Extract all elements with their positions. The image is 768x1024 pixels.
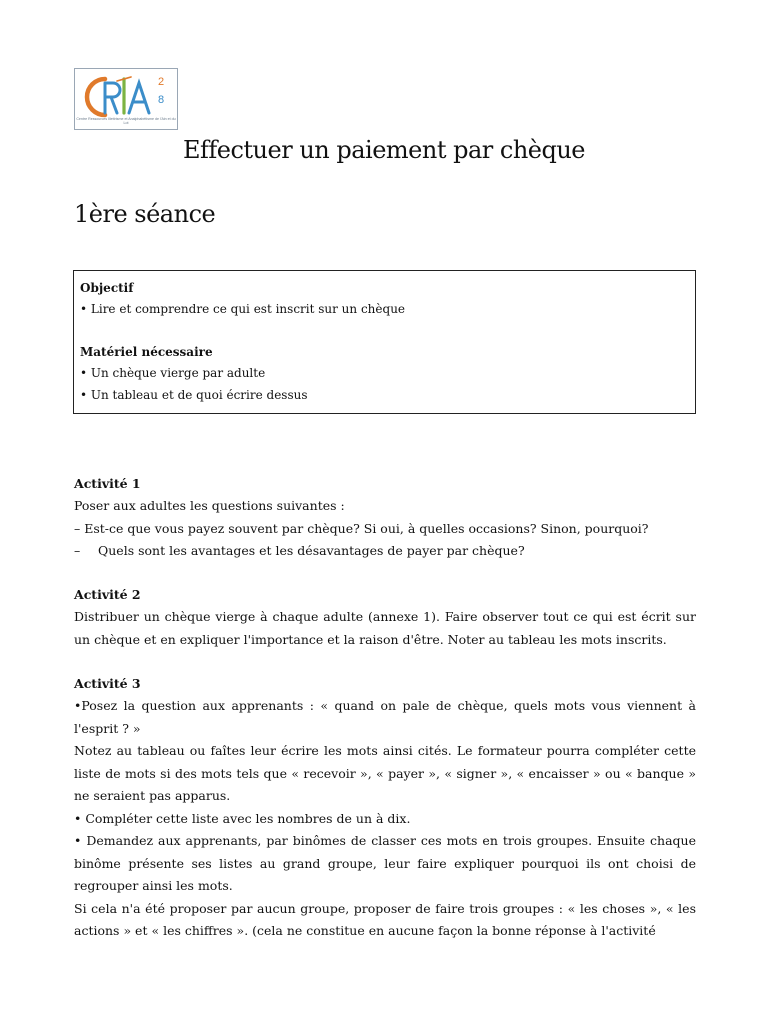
material-item: • Un tableau et de quoi écrire dessus	[80, 388, 308, 402]
logo-tagline: Centre Ressources Illettrisme et Analphabétisme de l'Ain et du Lot	[76, 117, 176, 125]
activity-1-intro: Poser aux adultes les questions suivantes :	[74, 498, 345, 513]
activity-3-paragraph: •Posez la question aux apprenants : « quand on pale de chèque, quels mots vous viennent à l'esprit ? »	[74, 698, 696, 736]
objective-heading: Objectif	[80, 281, 134, 295]
material-heading: Matériel nécessaire	[80, 345, 213, 359]
activity-1	[74, 473, 696, 563]
activity-1-question-text: Quels sont les avantages et les désavantages de payer par chèque?	[98, 543, 525, 558]
activity-3-heading: Activité 3	[74, 676, 141, 691]
objective-item: • Lire et comprendre ce qui est inscrit sur un chèque	[80, 302, 406, 316]
session-title: 1ère séance	[74, 200, 216, 228]
activity-3	[74, 673, 696, 943]
activity-3-paragraph: • Demandez aux apprenants, par binômes de classer ces mots en trois groupes. Ensuite chaque binôme présente ses listes au grand groupe, leur faire expliquer pourquoi ils ont choisi de regrouper ainsi les mots.	[74, 833, 696, 893]
logo-subscript: 8	[158, 94, 165, 106]
activity-1-heading: Activité 1	[74, 476, 141, 491]
dash-marker: –	[74, 543, 81, 558]
activity-2-heading: Activité 2	[74, 587, 141, 602]
activity-2-text: Distribuer un chèque vierge à chaque adulte (annexe 1). Faire observer tout ce qui est écrit sur un chèque et en expliquer l'importance et la raison d'être. Noter au tableau les mots inscrits.	[74, 609, 696, 647]
logo-superscript: 2	[158, 76, 165, 88]
activity-1-question	[74, 540, 696, 563]
activity-3-paragraph: Si cela n'a été proposer par aucun groupe, proposer de faire trois groupes : « les choses », « les actions » et « les chiffres ». (cela ne constitue en aucune façon la bonne réponse à l'activité	[74, 900, 696, 938]
material-item: • Un chèque vierge par adulte	[80, 366, 266, 380]
activity-3-paragraph: Notez au tableau ou faîtes leur écrire les mots ainsi cités. Le formateur pourra compléter cette liste de mots si des mots tels que « recevoir », « payer », « signer », « encaisser » ou « banque » ne seraient pas apparus.	[74, 743, 696, 803]
cria-logo	[74, 68, 178, 130]
activity-3-paragraph: • Compléter cette liste avec les nombres de un à dix.	[74, 810, 411, 826]
activity-1-question: – Est-ce que vous payez souvent par chèque? Si oui, à quelles occasions? Sinon, pourquoi?	[74, 520, 649, 536]
document-title: Effectuer un paiement par chèque	[182, 136, 586, 164]
activity-2	[74, 584, 696, 651]
objective-box	[73, 270, 696, 414]
